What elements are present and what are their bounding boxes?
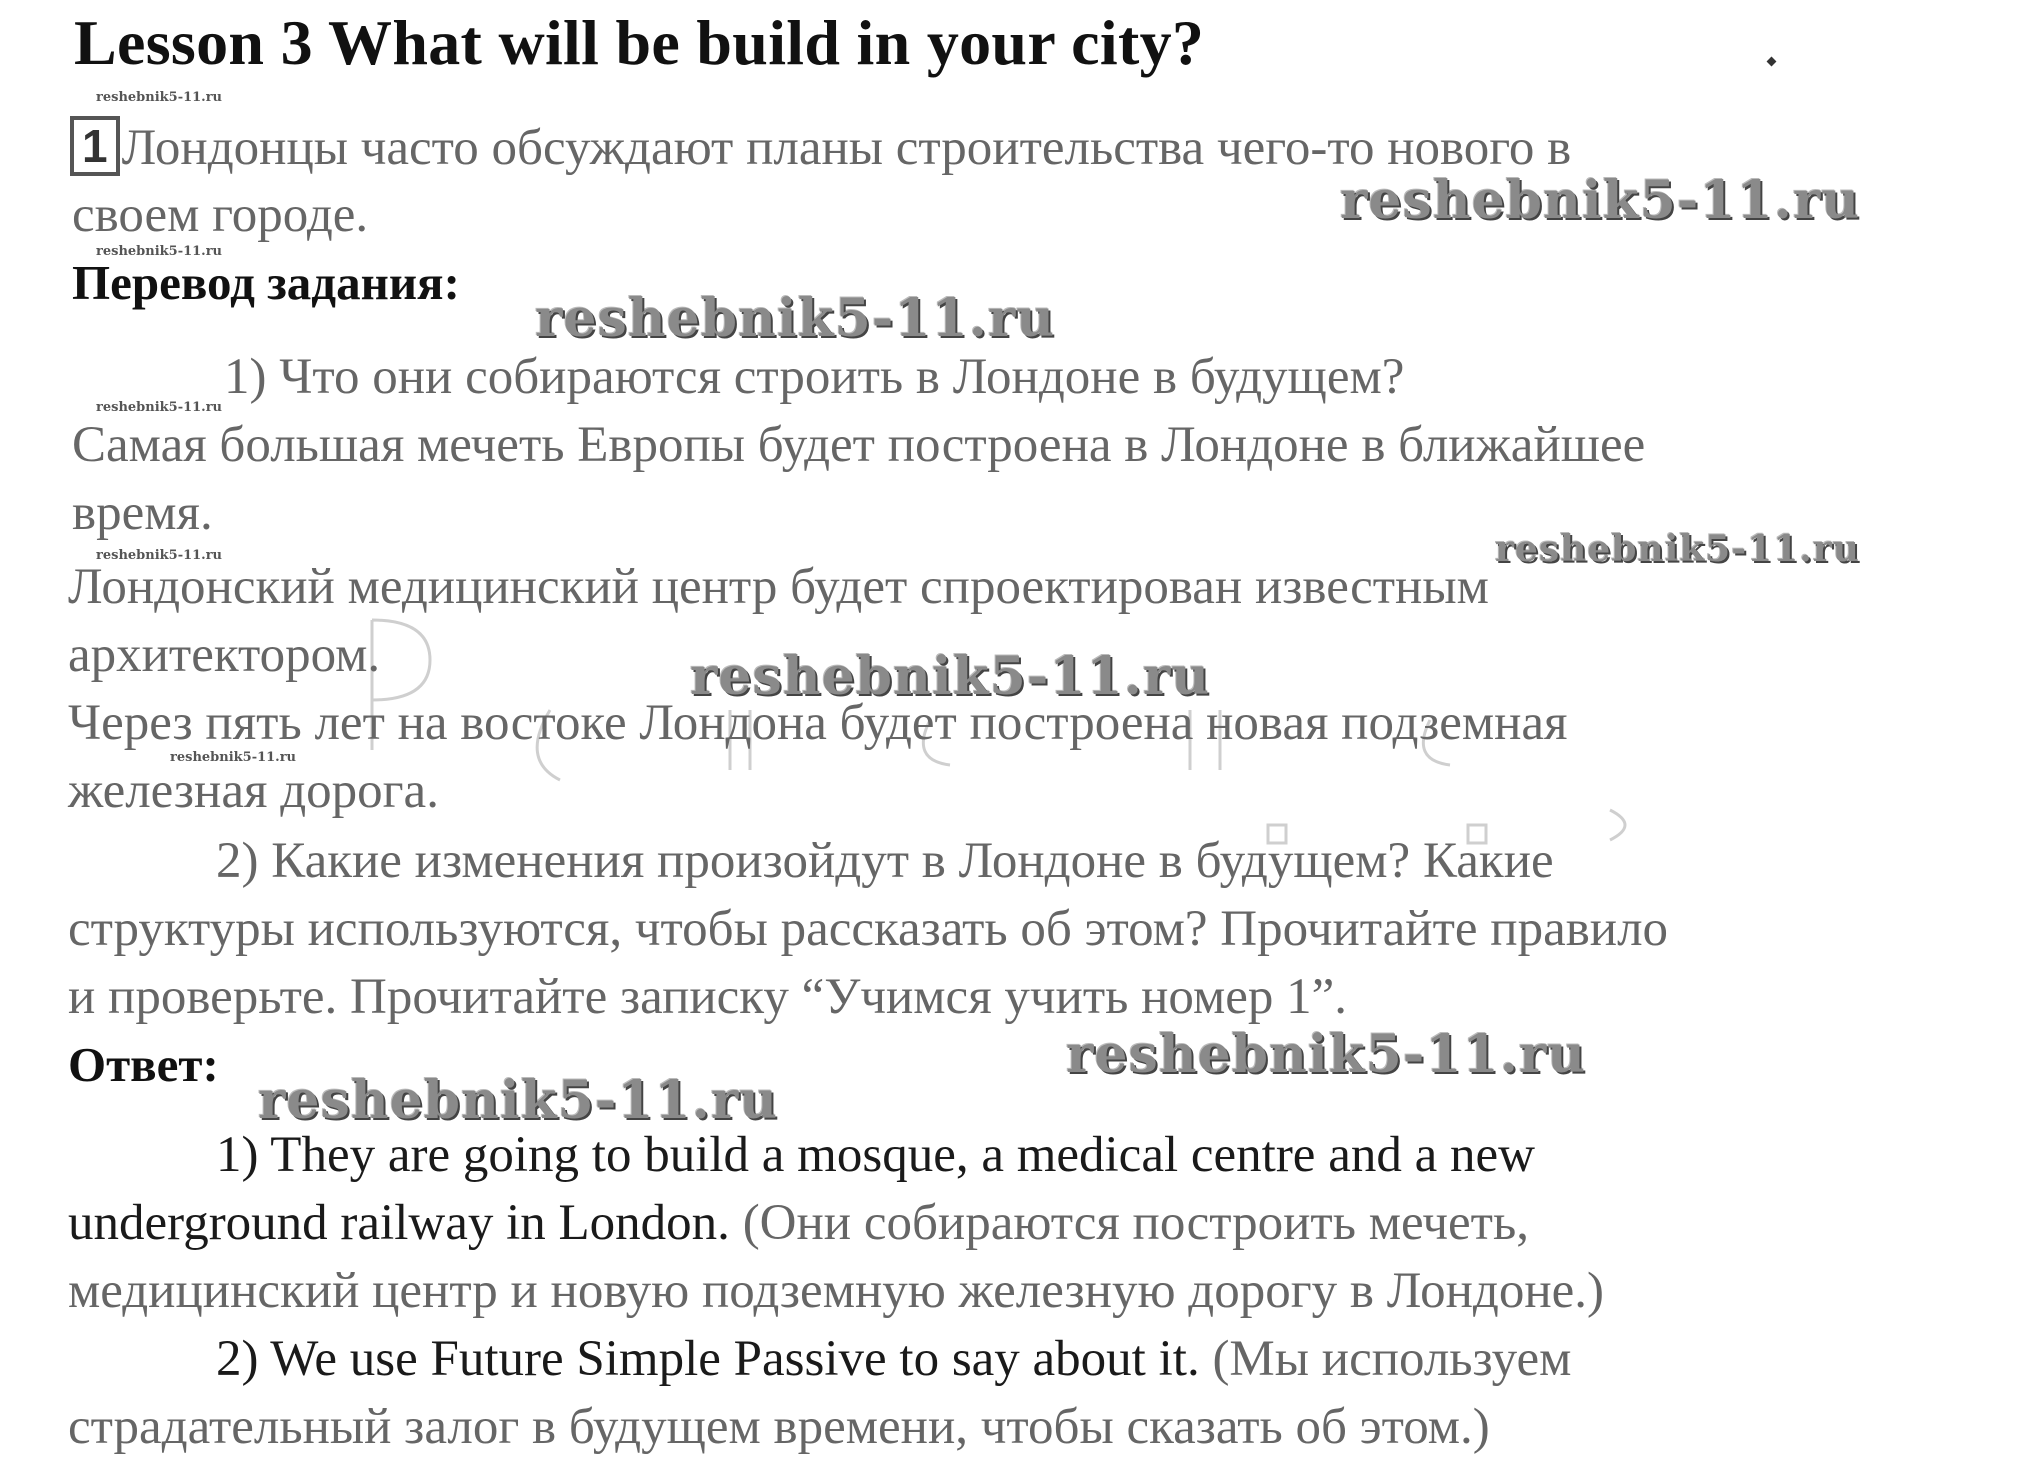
watermark-small: reshebnik5-11.ru — [96, 400, 223, 415]
translation-line: время. — [72, 485, 213, 541]
answer-1-line-3: медицинский центр и новую подземную железную дорогу в Лондоне.) — [68, 1263, 1604, 1319]
answer-1-english: underground railway in London. — [68, 1195, 730, 1251]
watermark-large: reshebnik5-11.ru — [1495, 528, 1860, 570]
task-line-1 — [70, 116, 1571, 177]
watermark-large: reshebnik5-11.ru — [690, 646, 1211, 707]
translation-q2-line-1: 2) Какие изменения произойдут в Лондоне в будущем? Какие — [216, 833, 1554, 889]
answer-2-line-1 — [216, 1330, 1571, 1388]
watermark-large: reshebnik5-11.ru — [1066, 1024, 1587, 1085]
translation-q1: 1) Что они собираются строить в Лондоне в будущем? — [224, 349, 1405, 405]
watermark-large: reshebnik5-11.ru — [258, 1070, 779, 1131]
watermark-small: reshebnik5-11.ru — [96, 90, 223, 105]
task-text: Лондонцы часто обсуждают планы строительства чего-то нового в — [121, 120, 1572, 176]
answer-2-russian: (Мы используем — [1199, 1331, 1572, 1387]
task-line-2: своем городе. — [72, 187, 369, 243]
lesson-title: Lesson 3 What will be build in your city? — [74, 7, 1205, 78]
translation-line: Через пять лет на востоке Лондона будет построена новая подземная — [68, 695, 1568, 751]
stray-mark — [1767, 57, 1777, 67]
translation-line: Лондонский медицинский центр будет спроектирован известным — [68, 559, 1489, 615]
answer-2-line-2: страдательный залог в будущем времени, чтобы сказать об этом.) — [68, 1399, 1490, 1455]
translation-q2-line-3: и проверьте. Прочитайте записку “Учимся учить номер 1”. — [68, 969, 1348, 1025]
answer-1-russian: (Они собираются построить мечеть, — [729, 1195, 1529, 1251]
translation-line: Самая большая мечеть Европы будет построена в Лондоне в ближайшее — [72, 417, 1646, 473]
answer-heading: Ответ: — [68, 1037, 219, 1092]
answer-2-english: 2) We use Future Simple Passive to say about it. — [216, 1331, 1200, 1387]
translation-line: архитектором. — [68, 627, 381, 683]
watermark-small: reshebnik5-11.ru — [170, 750, 297, 765]
watermark-large: reshebnik5-11.ru — [535, 288, 1056, 349]
translation-heading: Перевод задания: — [72, 255, 460, 310]
task-number-box: 1 — [70, 116, 120, 176]
answer-1-line-1: 1) They are going to build a mosque, a medical centre and a new — [216, 1127, 1535, 1183]
translation-line: железная дорога. — [68, 763, 439, 819]
answer-1-line-2 — [68, 1194, 1529, 1252]
watermark-small: reshebnik5-11.ru — [96, 244, 223, 259]
watermark-small: reshebnik5-11.ru — [96, 548, 223, 563]
translation-q2-line-2: структуры используются, чтобы рассказать об этом? Прочитайте правило — [68, 901, 1669, 957]
watermark-large: reshebnik5-11.ru — [1340, 170, 1861, 231]
